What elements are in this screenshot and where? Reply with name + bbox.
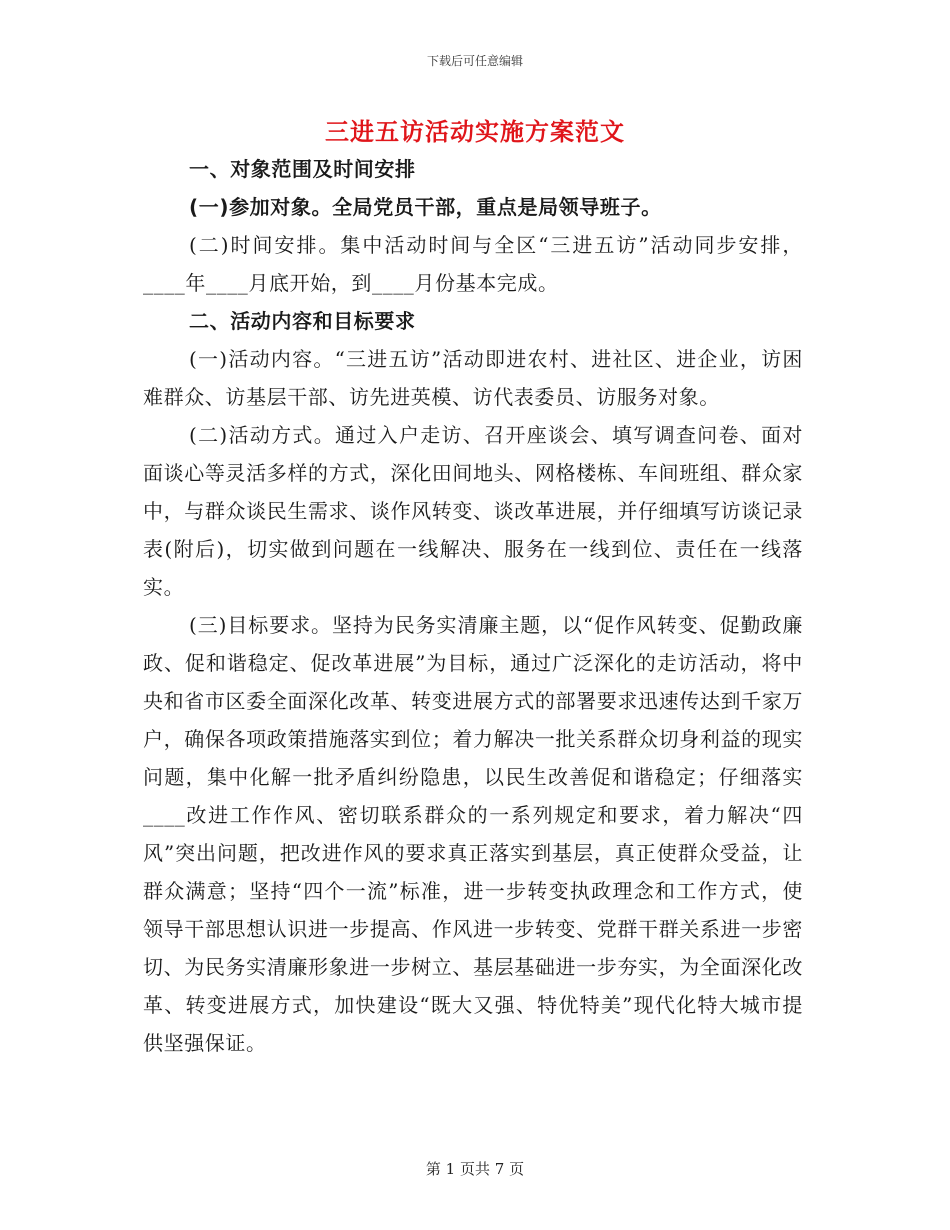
section-heading-2: 二、活动内容和目标要求 (189, 309, 416, 333)
section-heading-1: 一、对象范围及时间安排 (189, 157, 416, 181)
document-body (143, 150, 803, 1062)
activity-content-paragraph: (一)活动内容。“三进五访”活动即进农村、进社区、进企业，访困难群众、访基层干部、访先进英模、访代表委员、访服务对象。 (143, 347, 803, 409)
activity-method-paragraph: (二)活动方式。通过入户走访、召开座谈会、填写调查问卷、面对面谈心等灵活多样的方式，深化田间地头、网格楼栋、车间班组、群众家中，与群众谈民生需求、谈作风转变、谈改革进展，并仔细填写访谈记录表(附后)，切实做到问题在一线解决、服务在一线到位、责任在一线落实。 (143, 423, 803, 599)
page-number: 第 1 页共 7 页 (425, 1160, 525, 1178)
document-title: 三进五访活动实施方案范文 (325, 117, 625, 146)
schedule-paragraph: (二)时间安排。集中活动时间与全区“三进五访”活动同步安排，____年____月底开始，到____月份基本完成。 (143, 233, 803, 295)
header-note: 下载后可任意编辑 (426, 54, 523, 68)
participants-paragraph: (一)参加对象。全局党员干部，重点是局领导班子。 (189, 195, 662, 219)
goal-requirement-paragraph: (三)目标要求。坚持为民务实清廉主题，以“促作风转变、促勤政廉政、促和谐稳定、促改革进展”为目标，通过广泛深化的走访活动，将中央和省市区委全面深化改革、转变进展方式的部署要求迅速传达到千家万户，确保各项政策措施落实到位；着力解决一批关系群众切身利益的现实问题，集中化解一批矛盾纠纷隐患，以民生改善促和谐稳定；仔细落实____改进工作作风、密切联系群众的一系列规定和要求，着力解决“四风”突出问题，把改进作风的要求真正落实到基层，真正使群众受益，让群众满意；坚持“四个一流”标准，进一步转变执政理念和工作方式，使领导干部思想认识进一步提高、作风进一步转变、党群干群关系进一步密切、为民务实清廉形象进一步树立、基层基础进一步夯实，为全面深化改革、转变进展方式，加快建设“既大又强、特优特美”现代化特大城市提供坚强保证。 (143, 613, 803, 1055)
